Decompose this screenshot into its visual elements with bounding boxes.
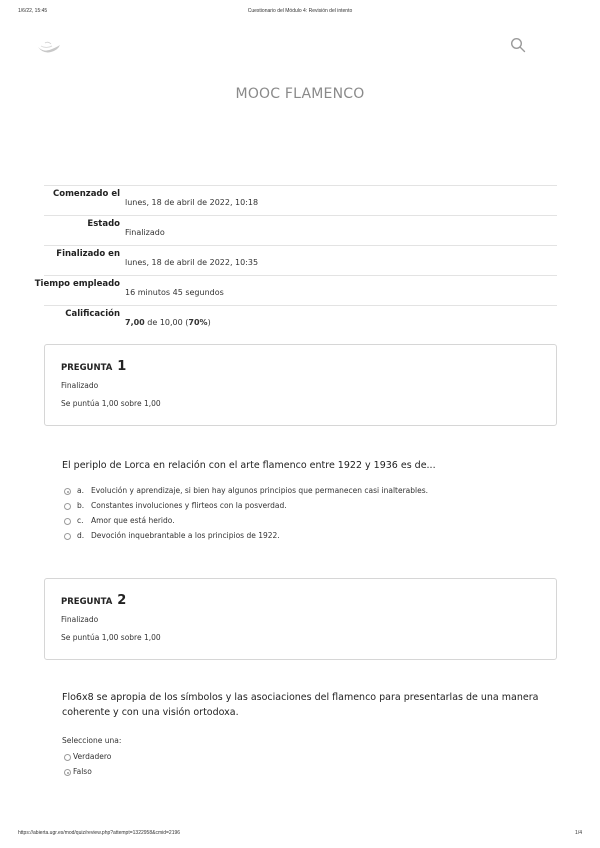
option-letter: c. — [77, 516, 84, 525]
grade-score: 7,00 — [125, 318, 145, 327]
question-2-text: Flo6x8 se apropia de los símbolos y las asociaciones del flamenco para presentarlas de una manera coherente y con una visión ortodoxa. — [62, 692, 539, 718]
summary-row-time-taken — [34, 275, 557, 305]
question-1-info — [44, 344, 557, 426]
summary-label: Comenzado el — [53, 189, 120, 199]
question-1-text: El periplo de Lorca en relación con el arte flamenco entre 1922 y 1936 es de... — [62, 460, 436, 471]
radio-unselected[interactable] — [64, 533, 71, 540]
print-url: https://abierta.ugr.es/mod/quiz/review.php?attempt=1322958&cmid=2196 — [18, 830, 181, 836]
question-number: 1 — [117, 359, 127, 374]
print-datetime: 1/6/22, 15:45 — [18, 8, 48, 14]
radio-selected[interactable] — [64, 488, 71, 495]
attempt-summary-table — [34, 185, 557, 335]
site-title: MOOC FLAMENCO — [235, 86, 365, 102]
question-grade: Se puntúa 1,00 sobre 1,00 — [61, 399, 161, 408]
summary-row-grade — [44, 305, 557, 335]
logo-icon[interactable] — [36, 38, 62, 56]
radio-unselected[interactable] — [64, 518, 71, 525]
summary-value: Finalizado — [125, 228, 165, 237]
option-letter: d. — [77, 531, 85, 540]
option-letter: a. — [77, 486, 84, 495]
question-heading-label: PREGUNTA — [61, 597, 113, 607]
summary-label: Finalizado en — [56, 249, 120, 259]
summary-label: Calificación — [65, 309, 120, 319]
option-text: Falso — [73, 767, 92, 776]
radio-unselected[interactable] — [64, 503, 71, 510]
summary-label: Tiempo empleado — [34, 279, 120, 289]
summary-value: 16 minutos 45 segundos — [125, 288, 224, 297]
grade-middle: de 10,00 ( — [144, 318, 189, 327]
option-letter: b. — [77, 501, 85, 510]
grade-end: ) — [207, 318, 211, 327]
summary-value: lunes, 18 de abril de 2022, 10:18 — [125, 198, 259, 207]
question-grade: Se puntúa 1,00 sobre 1,00 — [61, 633, 161, 642]
grade-percent: 70% — [188, 318, 208, 327]
question-heading-label: PREGUNTA — [61, 363, 113, 373]
summary-row-finished — [44, 245, 557, 275]
question-state: Finalizado — [61, 381, 99, 390]
summary-row-started — [44, 185, 557, 215]
search-icon[interactable] — [510, 37, 526, 53]
option-text: Constantes involuciones y flirteos con la posverdad. — [91, 501, 287, 510]
print-header — [0, 8, 600, 18]
question-number: 2 — [117, 593, 127, 608]
option-text: Amor que está herido. — [91, 516, 175, 525]
summary-value: lunes, 18 de abril de 2022, 10:35 — [125, 258, 259, 267]
summary-label: Estado — [87, 219, 120, 229]
question-heading — [61, 593, 126, 608]
option-text: Devoción inquebrantable a los principios de 1922. — [91, 531, 280, 540]
print-page-number: 1/4 — [575, 830, 582, 836]
question-2-info — [44, 578, 557, 660]
question-heading — [61, 359, 126, 374]
grade-value — [125, 318, 211, 327]
print-footer — [0, 830, 600, 840]
option-text: Evolución y aprendizaje, si bien hay algunos principios que permanecen casi inalterables. — [91, 486, 429, 495]
radio-unselected[interactable] — [64, 754, 71, 761]
select-one-label: Seleccione una: — [62, 736, 122, 745]
summary-row-state — [44, 215, 557, 245]
print-document-title: Cuestionario del Módulo 4: Revisión del intento — [247, 8, 353, 14]
option-text: Verdadero — [73, 752, 112, 761]
question-state: Finalizado — [61, 615, 99, 624]
radio-selected[interactable] — [64, 769, 71, 776]
